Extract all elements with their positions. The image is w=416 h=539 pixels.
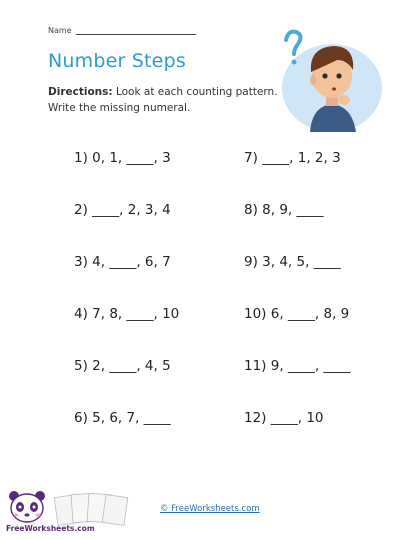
worksheet-stack-icon (54, 493, 128, 525)
name-label: Name (48, 26, 72, 35)
logo-wordmark: FreeWorksheets.com (6, 524, 95, 533)
problem-11: 11) 9, ____, ____ (244, 358, 351, 374)
problem-8: 8) 8, 9, ____ (244, 202, 324, 218)
panda-icon (9, 491, 45, 522)
problem-12: 12) ____, 10 (244, 410, 324, 426)
problem-6: 6) 5, 6, 7, ____ (74, 410, 171, 426)
problem-5: 5) 2, ____, 4, 5 (74, 358, 171, 374)
problem-9: 9) 3, 4, 5, ____ (244, 254, 341, 270)
worksheet-title: Number Steps (48, 50, 186, 72)
problem-4: 4) 7, 8, ____, 10 (74, 306, 180, 322)
problem-1: 1) 0, 1, ____, 3 (74, 150, 171, 166)
problem-7: 7) ____, 1, 2, 3 (244, 150, 341, 166)
problem-3: 3) 4, ____, 6, 7 (74, 254, 171, 270)
problem-2: 2) ____, 2, 3, 4 (74, 202, 171, 218)
freeworksheets-link[interactable]: © FreeWorksheets.com (160, 504, 260, 514)
directions-text: Look at each counting pattern. Write the missing numeral. (48, 86, 278, 114)
directions-label: Directions: (48, 86, 113, 98)
problem-10: 10) 6, ____, 8, 9 (244, 306, 350, 322)
